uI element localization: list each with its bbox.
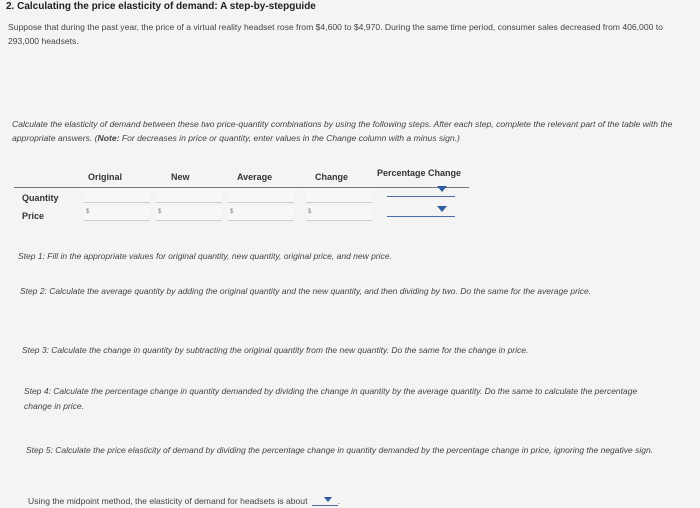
- chevron-down-icon: [437, 206, 447, 212]
- step-2: Step 2: Calculate the average quantity by adding the original quantity and the new quantity, and then dividing by two. Do the same for the average price.: [20, 286, 592, 296]
- row-header-quantity: Quantity: [22, 193, 59, 203]
- elasticity-answer-text: Using the midpoint method, the elasticity of demand for headsets is about: [28, 496, 308, 506]
- elasticity-answer-line: [28, 495, 340, 506]
- elasticity-answer-dropdown[interactable]: [312, 495, 341, 506]
- instructions-pre: Calculate the elasticity of demand between these two price-quantity combinations by using the following steps. After each step, complete the relevant part of the table with the appropriate answers. (: [12, 119, 673, 143]
- quantity-new-input[interactable]: [156, 188, 222, 203]
- quantity-original-input[interactable]: [84, 188, 150, 203]
- chevron-down-icon: [324, 497, 332, 502]
- instructions-note-label: Note:: [97, 133, 120, 143]
- question-intro: Suppose that during the past year, the price of a virtual reality headset rose from $4,600 to $4,970. During the same time period, consumer sales decreased from 406,000 to 293,000 headsets.: [8, 22, 663, 46]
- currency-symbol: $: [86, 209, 90, 215]
- col-header-new: New: [171, 172, 190, 182]
- step-4: Step 4: Calculate the percentage change in quantity demanded by dividing the change in quantity by the average quantity. Do the same to calculate the percentage change in price.: [24, 386, 638, 411]
- step-5: Step 5: Calculate the price elasticity of demand by dividing the percentage change in quantity demanded by the percentage change in price, ignoring the negative sign.: [26, 445, 654, 455]
- currency-symbol: $: [158, 209, 162, 215]
- question-title: 2. Calculating the price elasticity of demand: A step-by-stepguide: [6, 1, 316, 12]
- price-original-input[interactable]: [84, 206, 150, 221]
- step-3: Step 3: Calculate the change in quantity by subtracting the original quantity from the new quantity. Do the same for the change in price.: [22, 345, 529, 355]
- step-1: Step 1: Fill in the appropriate values for original quantity, new quantity, original price, and new price.: [18, 251, 392, 261]
- col-header-original: Original: [88, 172, 123, 182]
- price-average-input[interactable]: [228, 206, 294, 221]
- quantity-change-input[interactable]: [306, 188, 372, 203]
- currency-symbol: $: [308, 209, 312, 215]
- instructions-post: For decreases in price or quantity, enter values in the Change column with a minus sign.): [119, 133, 460, 143]
- row-header-price: Price: [22, 211, 45, 221]
- instructions: [12, 117, 682, 145]
- col-header-average: Average: [237, 172, 273, 182]
- chevron-down-icon: [437, 186, 447, 192]
- col-header-change: Change: [315, 172, 349, 182]
- price-change-input[interactable]: [306, 206, 372, 221]
- currency-symbol: $: [230, 209, 234, 215]
- quantity-percentage-change-dropdown[interactable]: [387, 184, 455, 197]
- col-header-percentage-change: Percentage Change: [377, 168, 462, 178]
- price-percentage-change-dropdown[interactable]: [387, 204, 455, 217]
- price-new-input[interactable]: [156, 206, 222, 221]
- elasticity-answer-end: .: [337, 496, 341, 506]
- quantity-average-input[interactable]: [228, 188, 294, 203]
